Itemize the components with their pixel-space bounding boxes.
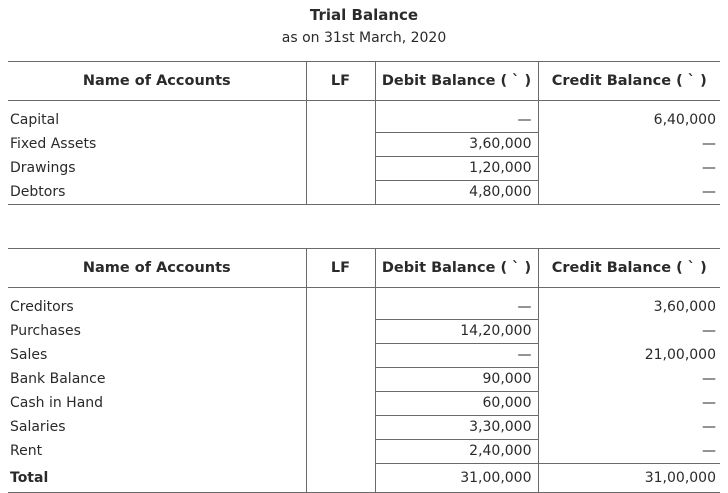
col-header-debit: Debit Balance ( ` ) [375, 62, 538, 101]
credit-cell: 21,00,000 [644, 347, 716, 363]
trial-balance-table-2 [8, 248, 720, 493]
account-name: Bank Balance [10, 371, 106, 387]
table-row [8, 344, 720, 368]
credit-cell: 3,60,000 [653, 299, 716, 316]
table-row [8, 296, 720, 320]
debit-cell: 60,000 [375, 392, 538, 416]
table-row [8, 181, 720, 205]
col-header-name: Name of Accounts [8, 249, 306, 288]
col-header-name: Name of Accounts [8, 62, 306, 101]
lf-cell [306, 368, 375, 392]
debit-cell: 1,20,000 [375, 157, 538, 181]
table-row [8, 157, 720, 181]
account-name: Purchases [10, 323, 81, 339]
lf-cell [306, 296, 375, 320]
credit-cell: — [702, 419, 716, 435]
total-credit: 31,00,000 [538, 464, 720, 493]
debit-cell: 90,000 [375, 368, 538, 392]
total-label: Total [8, 464, 306, 493]
spacer-row [8, 101, 720, 110]
table-row [8, 320, 720, 344]
lf-cell [306, 440, 375, 464]
total-row [8, 464, 720, 493]
page-title: Trial Balance [309, 6, 419, 24]
table-row [8, 368, 720, 392]
account-name: Capital [10, 112, 60, 129]
col-header-debit: Debit Balance ( ` ) [375, 249, 538, 288]
debit-cell: — [375, 109, 538, 133]
credit-cell: — [702, 136, 716, 152]
total-debit: 31,00,000 [375, 464, 538, 493]
debit-cell: 2,40,000 [375, 440, 538, 464]
debit-cell: 3,60,000 [375, 133, 538, 157]
lf-cell [306, 344, 375, 368]
debit-cell: — [375, 344, 538, 368]
credit-cell: — [702, 395, 716, 411]
credit-cell: — [702, 442, 716, 459]
col-header-lf: LF [306, 62, 375, 101]
lf-cell [306, 464, 375, 493]
credit-cell: — [702, 371, 716, 387]
credit-cell: — [702, 323, 716, 339]
account-name: Fixed Assets [10, 136, 97, 152]
lf-cell [306, 416, 375, 440]
header-row [8, 249, 720, 288]
credit-cell: 6,40,000 [653, 112, 716, 129]
lf-cell [306, 133, 375, 157]
lf-cell [306, 181, 375, 205]
credit-cell: — [538, 181, 720, 205]
debit-cell: 14,20,000 [375, 320, 538, 344]
table-row [8, 392, 720, 416]
col-header-credit: Credit Balance ( ` ) [538, 249, 720, 288]
debit-cell: 4,80,000 [375, 181, 538, 205]
account-name: Drawings [10, 160, 76, 176]
account-name: Rent [10, 443, 43, 459]
account-name: Creditors [10, 299, 74, 316]
trial-balance-table-1 [8, 61, 720, 205]
spacer-row [8, 288, 720, 297]
account-name: Debtors [8, 181, 306, 205]
account-name: Sales [10, 347, 48, 363]
lf-cell [306, 109, 375, 133]
account-name: Salaries [10, 419, 66, 435]
table-row [8, 440, 720, 464]
credit-cell: — [702, 160, 716, 176]
lf-cell [306, 320, 375, 344]
debit-cell: — [375, 296, 538, 320]
debit-cell: 3,30,000 [375, 416, 538, 440]
col-header-credit: Credit Balance ( ` ) [538, 62, 720, 101]
table-row [8, 133, 720, 157]
table-row [8, 109, 720, 133]
page-subtitle: as on 31st March, 2020 [281, 30, 447, 46]
lf-cell [306, 392, 375, 416]
header-row [8, 62, 720, 101]
lf-cell [306, 157, 375, 181]
col-header-lf: LF [306, 249, 375, 288]
table-row [8, 416, 720, 440]
account-name: Cash in Hand [10, 395, 104, 411]
